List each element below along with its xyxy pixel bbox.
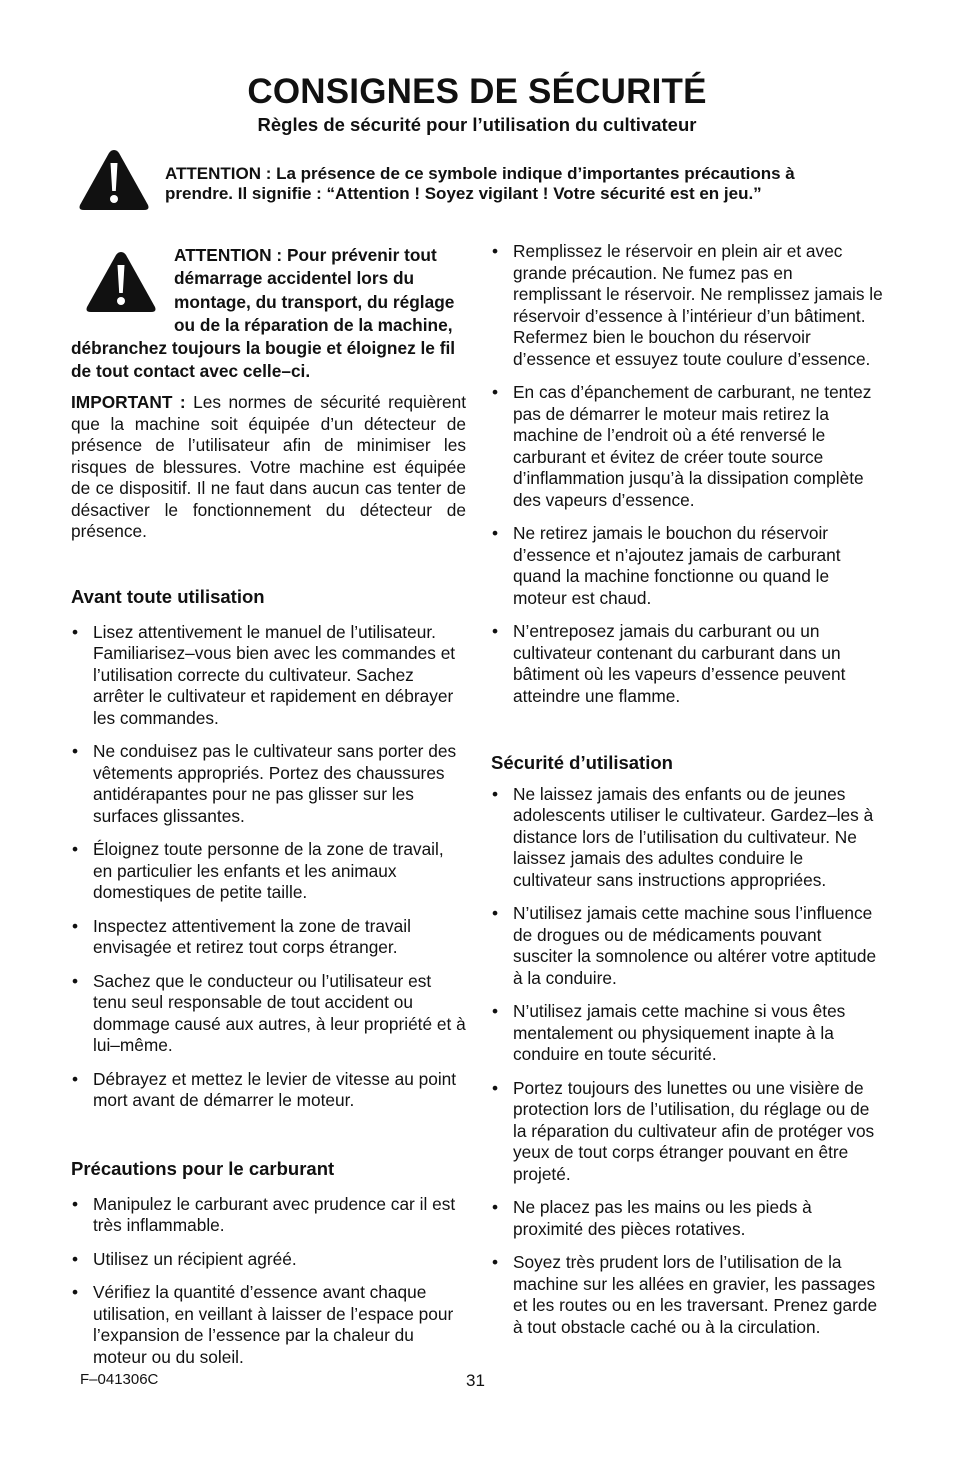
list-item: • Ne placez pas les mains ou les pieds à proximité des pièces rotatives.	[491, 1197, 883, 1240]
list-item: • N’entreposez jamais du carburant ou un cultivateur contenant du carburant dans un bâtiment où les vapeurs d’essence peuvent atteindre une flamme.	[491, 621, 883, 707]
important-label: IMPORTANT :	[71, 392, 186, 412]
attention-symbol-notice: ATTENTION : La présence de ce symbole indique d’importantes précautions à prendre. Il signifie : “Attention ! Soyez vigilant ! Votre sécurité est en jeu.”	[165, 164, 795, 203]
warning-triangle-icon	[80, 249, 162, 315]
list-item: • Utilisez un récipient agréé.	[71, 1249, 466, 1271]
list-item: • N’utilisez jamais cette machine sous l’influence de drogues ou de médicaments pouvant susciter la somnolence ou altérer votre aptitude à la conduire.	[491, 903, 883, 989]
list-item: • Remplissez le réservoir en plein air et avec grande précaution. Ne fumez pas en remplissant le réservoir. Ne remplissez jamais le réservoir d’essence à l’intérieur d’un bâtiment. Refermez bien le bouchon du réservoir d’essence et essuyez toute coulure d’essence.	[491, 241, 883, 370]
section-heading: Avant toute utilisation	[71, 586, 265, 607]
list-item: • Ne laissez jamais des enfants ou de jeunes adolescents utiliser le cultivateur. Gardez–les à distance lors de l’utilisation du cultivateur. Ne laissez jamais des adultes conduire le cultivateur sans instructions appropriées.	[491, 784, 883, 892]
list-item: • Inspectez attentivement la zone de travail envisagée et retirez tout corps étranger.	[71, 916, 466, 959]
section-carburant-continued	[491, 241, 883, 719]
list-item: • N’utilisez jamais cette machine si vous êtes mentalement ou physiquement inapte à la conduire en toute sécurité.	[491, 1001, 883, 1066]
important-notice	[71, 392, 466, 543]
section-heading: Précautions pour le carburant	[71, 1158, 335, 1179]
page-subtitle: Règles de sécurité pour l’utilisation du cultivateur	[257, 114, 697, 135]
list-item: • Vérifiez la quantité d’essence avant chaque utilisation, en veillant à laisser de l’espace pour l’expansion de l’essence par la chaleur du moteur ou du soleil.	[71, 1282, 466, 1368]
attention-spark-plug-text: ATTENTION : Pour prévenir tout démarrage accidentel lors du montage, du transport, du réglage ou de la réparation de la machine, débranchez toujours la bougie et éloignez le fil de tout contact avec celle–ci.	[71, 245, 456, 382]
section-avant-toute-utilisation	[71, 586, 466, 1124]
page-title: CONSIGNES DE SÉCURITÉ	[247, 72, 707, 111]
page-number: 31	[466, 1371, 485, 1390]
document-code: F–041306C	[80, 1371, 159, 1388]
section-heading: Sécurité d’utilisation	[491, 752, 673, 773]
list-item: • Ne retirez jamais le bouchon du réservoir d’essence et n’ajoutez jamais de carburant quand la machine fonctionne ou quand le moteur est chaud.	[491, 523, 883, 609]
section-securite-utilisation	[491, 752, 883, 1350]
list-item: • Lisez attentivement le manuel de l’utilisateur. Familiarisez–vous bien avec les commandes et l’utilisation correcte du cultivateur. Sachez arrêter le cultivateur et rapidement en débrayer les commandes.	[71, 622, 466, 730]
list-item: • Éloignez toute personne de la zone de travail, en particulier les enfants et les animaux domestiques de petite taille.	[71, 839, 466, 904]
list-item: • Portez toujours des lunettes ou une visière de protection lors de l’utilisation, du réglage ou de la réparation du cultivateur afin de protéger vos yeux de tout corps étranger pouvant en être projeté.	[491, 1078, 883, 1186]
warning-triangle-icon	[78, 147, 150, 213]
list-item: • Manipulez le carburant avec prudence car il est très inflammable.	[71, 1194, 466, 1237]
list-item: • Débrayez et mettez le levier de vitesse au point mort avant de démarrer le moteur.	[71, 1069, 466, 1112]
list-item: • Soyez très prudent lors de l’utilisation de la machine sur les allées en gravier, les passages et les routes ou en les traversant. Prenez garde à tout obstacle caché ou à la circulation.	[491, 1252, 883, 1338]
section-precautions-carburant	[71, 1158, 466, 1380]
list-item: • Ne conduisez pas le cultivateur sans porter des vêtements appropriés. Portez des chaussures antidérapantes pour ne pas glisser sur les surfaces glissantes.	[71, 741, 466, 827]
list-item: • Sachez que le conducteur ou l’utilisateur est tenu seul responsable de tout accident ou dommage causé aux autres, à leur propriété et à lui–même.	[71, 971, 466, 1057]
list-item: • En cas d’épanchement de carburant, ne tentez pas de démarrer le moteur mais retirez la machine de l’endroit où a été renversé le carburant et évitez de créer toute source d’inflammation jusqu’à la dissipation complète des vapeurs d’essence.	[491, 382, 883, 511]
important-text: Les normes de sécurité requièrent que la machine soit équipée d’un détecteur de présence de l’utilisateur afin de minimiser les risques de blessures. Votre machine est équipée de ce dispositif. Il ne faut dans aucun cas tenter de désactiver le fonctionnement du détecteur de présence.	[71, 392, 466, 541]
attention-spark-plug-notice	[71, 244, 466, 384]
